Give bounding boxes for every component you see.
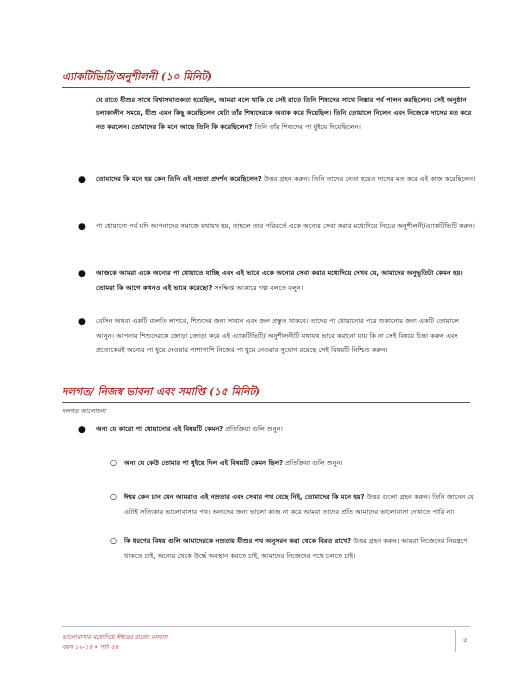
intro-bold-text: যে রাতে যীশুর সাথে বিশ্বাসঘাতকতা হয়েছিল, আমরা বলে থাকি যে সেই রাতে তিনি শিষ্যদের সাথে নিস্তার পর্ব পালন করছিলেন। সেই অনুষ্ঠান চলাকালীন সময়ে, যীশু এমন কিছু করেছিলেন যেটা তাঁর শিষ্যদেরকে অবাক করে দিয়েছিল। তিনি তোয়ালে নিলেন এবং নিজেকে দাসের মত করে নত করলেন। — [96, 96, 472, 131]
footer-lesson: বয়স ১২-১৪ • পাঠ ৫৪ — [62, 644, 119, 651]
intro-rest-text: তিনি তাঁর শিষ্যদের পা ধুইয়ে দিয়েছিলেন। — [252, 122, 361, 131]
sub-item-3-text: উত্তর গ্রহন করুন। আমরা নিজেদের নিয়ন্ত্রণে থাকতে চাই, অন্যের থেকে উর্দ্ধে অবস্থান করতে চাই, আমাদের নিজেদের পথে চলতে চাই। — [124, 537, 468, 560]
bullet-marker: ● — [78, 175, 86, 185]
sub-item-1-question: অন্য যে কেউ তোমার পা ধুইয়ে দিল এই বিষয়টি কেমন ছিল? — [124, 459, 283, 467]
sub-item-3-question: কি ধরণের বিষয় গুলি আমাদেরকে নম্রতায় যীশুর পথ অনুসরন করা থেকে বিরত রাখে? — [124, 537, 352, 545]
bullet-2-text: পা ধোয়ানো পর্ব যদি আপনাদের সমাজে যথাযথ হয়, তাহলে তার পরিবর্তে একে অন্যের সেবা করার মধ্যেদিয়ে নিচের অনুশীলনী/এ্যাকটিভিটি করুন। — [96, 222, 475, 230]
bullet-item-1 — [96, 172, 476, 187]
intro-question: তোমাদের কি মনে আছে তিনি কি করেছিলেন? — [131, 122, 253, 131]
sub-bullet-marker: ○ — [110, 536, 117, 545]
group-bullet-text: প্রতিক্রিয়া গুলি শুনুন। — [223, 425, 283, 433]
bullet-1-text: উত্তর গ্রহন করুন। তিনি তাদের নেতা হয়েও দাসের মত করে এই কাজ করেছিলেন। — [261, 175, 476, 183]
sub-bullet-marker: ○ — [110, 458, 117, 467]
footer-rule — [62, 626, 470, 627]
group-bullet-item — [96, 422, 476, 437]
group-heading: দলগত/ নিজস্ব ভাবনা এবং সমাপ্তি (১৫ মিনিট) — [62, 386, 261, 398]
bullet-marker: ● — [78, 222, 86, 232]
sub-item-1 — [124, 456, 476, 471]
sub-item-2 — [124, 490, 476, 519]
sub-item-2-question: ঈশ্বর কেন চান যেন আমরাও এই নম্রতার এবং সেবার পথ বেছে নিই, তোমাদের কি মনে হয়? — [124, 493, 365, 501]
bullet-item-4 — [96, 314, 476, 358]
group-subhead: দলগত আলোচনা — [62, 408, 106, 415]
sub-item-3 — [124, 534, 476, 563]
bullet-marker: ● — [78, 425, 86, 435]
activity-heading: এ্যাকটিভিটি/অনুশীলনী (১০ মিনিট) — [62, 71, 212, 83]
bullet-marker: ● — [78, 269, 86, 279]
group-heading-rule — [62, 402, 470, 403]
sub-bullet-marker: ○ — [110, 492, 117, 501]
activity-heading-rule — [62, 87, 470, 88]
bullet-item-2 — [96, 219, 476, 234]
bullet-item-3 — [96, 266, 476, 295]
page-number: ৫ — [463, 636, 468, 644]
bullet-3-question: আজকে আমরা একে অন্যের পা ধোয়াতে যাচ্ছি এবং এই ভাবে একে অন্যের সেবা করার মধ্যেদিয়ে দেখব যে, আমাদের অনুভূতিটা কেমন হয়। তোমরা কি আগে কখনও এই ভাবে করেছো? — [96, 269, 463, 292]
bullet-4-text: বেসিন অথবা একটি বালতি লাগবে, শিশুদের জন্য সাবান এবং জল প্রস্তুত থাকবে। তাদের পা ধোয়ানোর পরে শুকানোর জন্য একটি তোয়ালে আনুন। আপনার শিশুদেরকে জোড়া জোড়া করে এই এ্যাকটিভিটি/ অনুশীলনীটি যথাযথ ভাবে করানো যায় কি না সেই বিষয়ে চিন্তা করুন এবং প্রত্যেকেরই অন্যের পা ধুয়ে দেওয়ার পাশাপাশি নিজের পা ধুয়ে নেওয়ার সুযোগ রয়েছে সেই বিষয়টি নিশ্চিত করুন। — [96, 317, 460, 354]
bullet-3-text: সংক্ষিপ্ত আকারে গল্প বলতে বলুন। — [212, 283, 304, 292]
group-bullet-question: অন্য যে কারো পা ধোয়ানোর এই বিষয়টি কেমন? — [96, 425, 224, 433]
intro-paragraph — [96, 94, 474, 134]
footer-divider — [455, 630, 456, 652]
footer-title: ভালোবাসার মধ্যেদিয়ে ঈশ্বরের রাজ্যে বসবাস — [62, 634, 168, 641]
sub-item-2-text: উত্তর গুলো গ্রহন করুন। তিনি জানেন যে এটাই সত্যিকার ভালোবাসার পথ। অন্যদের জন্য ভালো কাজ না করে আমরা তাদের প্রতি আমাদের ভালোবাসা দেখাতে পারি না। — [124, 493, 474, 516]
sub-item-1-text: প্রতিক্রিয়া গুলি শুনুন। — [282, 459, 343, 467]
bullet-1-question: তোমাদের কি মনে হয় কেন তিনি এই নম্রতা প্রদর্শন করেছিলেন? — [96, 175, 262, 183]
bullet-marker: ● — [78, 317, 86, 327]
